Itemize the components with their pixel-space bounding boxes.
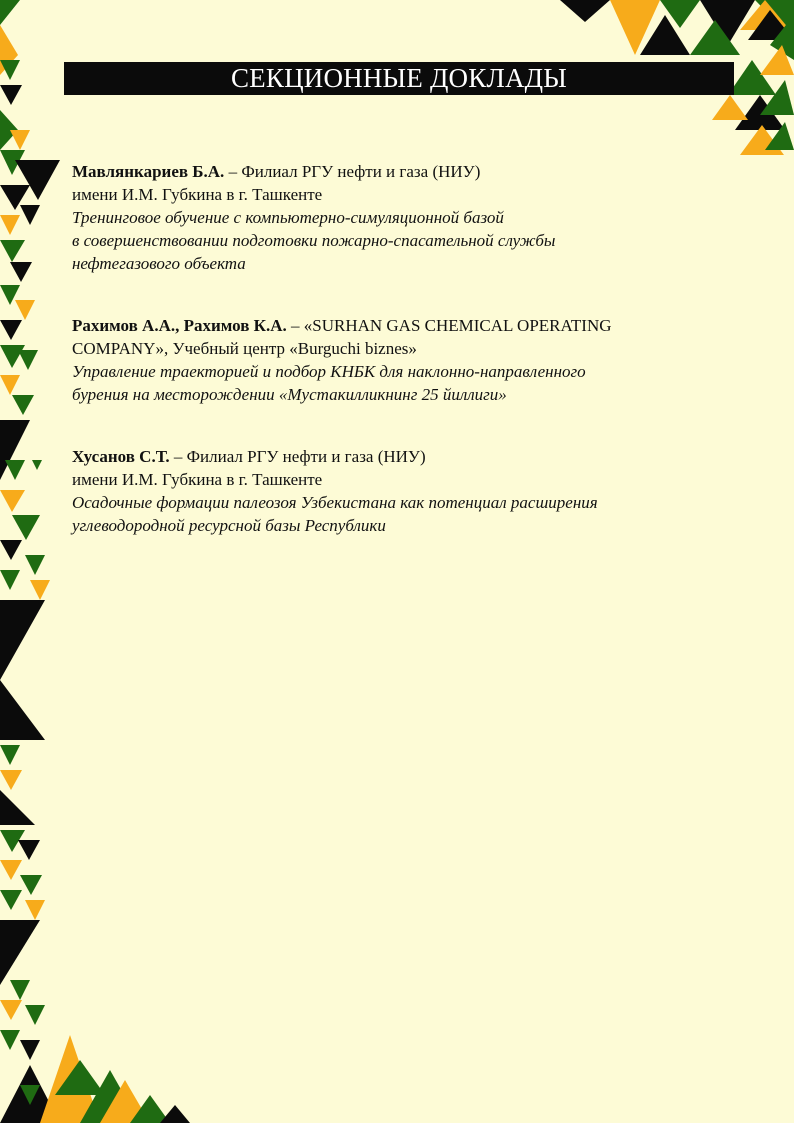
report-topic-line: нефтегазового объекта xyxy=(72,254,246,273)
left-edge-triangle-column xyxy=(0,0,60,1060)
report-entry xyxy=(72,314,722,406)
section-title: СЕКЦИОННЫЕ ДОКЛАДЫ xyxy=(230,63,568,93)
report-authors: Рахимов А.А., Рахимов К.А. xyxy=(72,316,287,335)
report-authors: Хусанов С.Т. xyxy=(72,447,170,466)
report-affiliation: – Филиал РГУ нефти и газа (НИУ) xyxy=(169,447,426,466)
report-topic-line: бурения на месторождении «Мустакилликнинг 25 йиллиги» xyxy=(72,385,507,404)
report-entry xyxy=(72,160,722,275)
author-affiliation-line xyxy=(72,314,722,337)
report-topic-line: углеводородной ресурсной базы Республики xyxy=(72,516,386,535)
author-affiliation-line xyxy=(72,445,722,468)
report-authors: Мавлянкариев Б.А. xyxy=(72,162,225,181)
report-affiliation-continued: имени И.М. Губкина в г. Ташкенте xyxy=(72,470,323,489)
report-topic-line: Тренинговое обучение с компьютерно-симуляционной базой xyxy=(72,208,504,227)
report-affiliation: – «SURHAN GAS CHEMICAL OPERATING xyxy=(286,316,612,335)
report-topic-line: в совершенствовании подготовки пожарно-спасательной службы xyxy=(72,231,556,250)
report-affiliation-continued: COMPANY», Учебный центр «Burguchi biznes» xyxy=(72,339,417,358)
author-affiliation-line xyxy=(72,160,722,183)
report-entry xyxy=(72,445,722,537)
report-topic-line: Осадочные формации палеозоя Узбекистана как потенциал расширения xyxy=(72,493,598,512)
report-affiliation: – Филиал РГУ нефти и газа (НИУ) xyxy=(224,162,481,181)
report-list xyxy=(72,160,722,576)
report-topic-line: Управление траекторией и подбор КНБК для наклонно-направленного xyxy=(72,362,586,381)
report-affiliation-continued: имени И.М. Губкина в г. Ташкенте xyxy=(72,185,323,204)
section-header-bar xyxy=(64,62,734,95)
